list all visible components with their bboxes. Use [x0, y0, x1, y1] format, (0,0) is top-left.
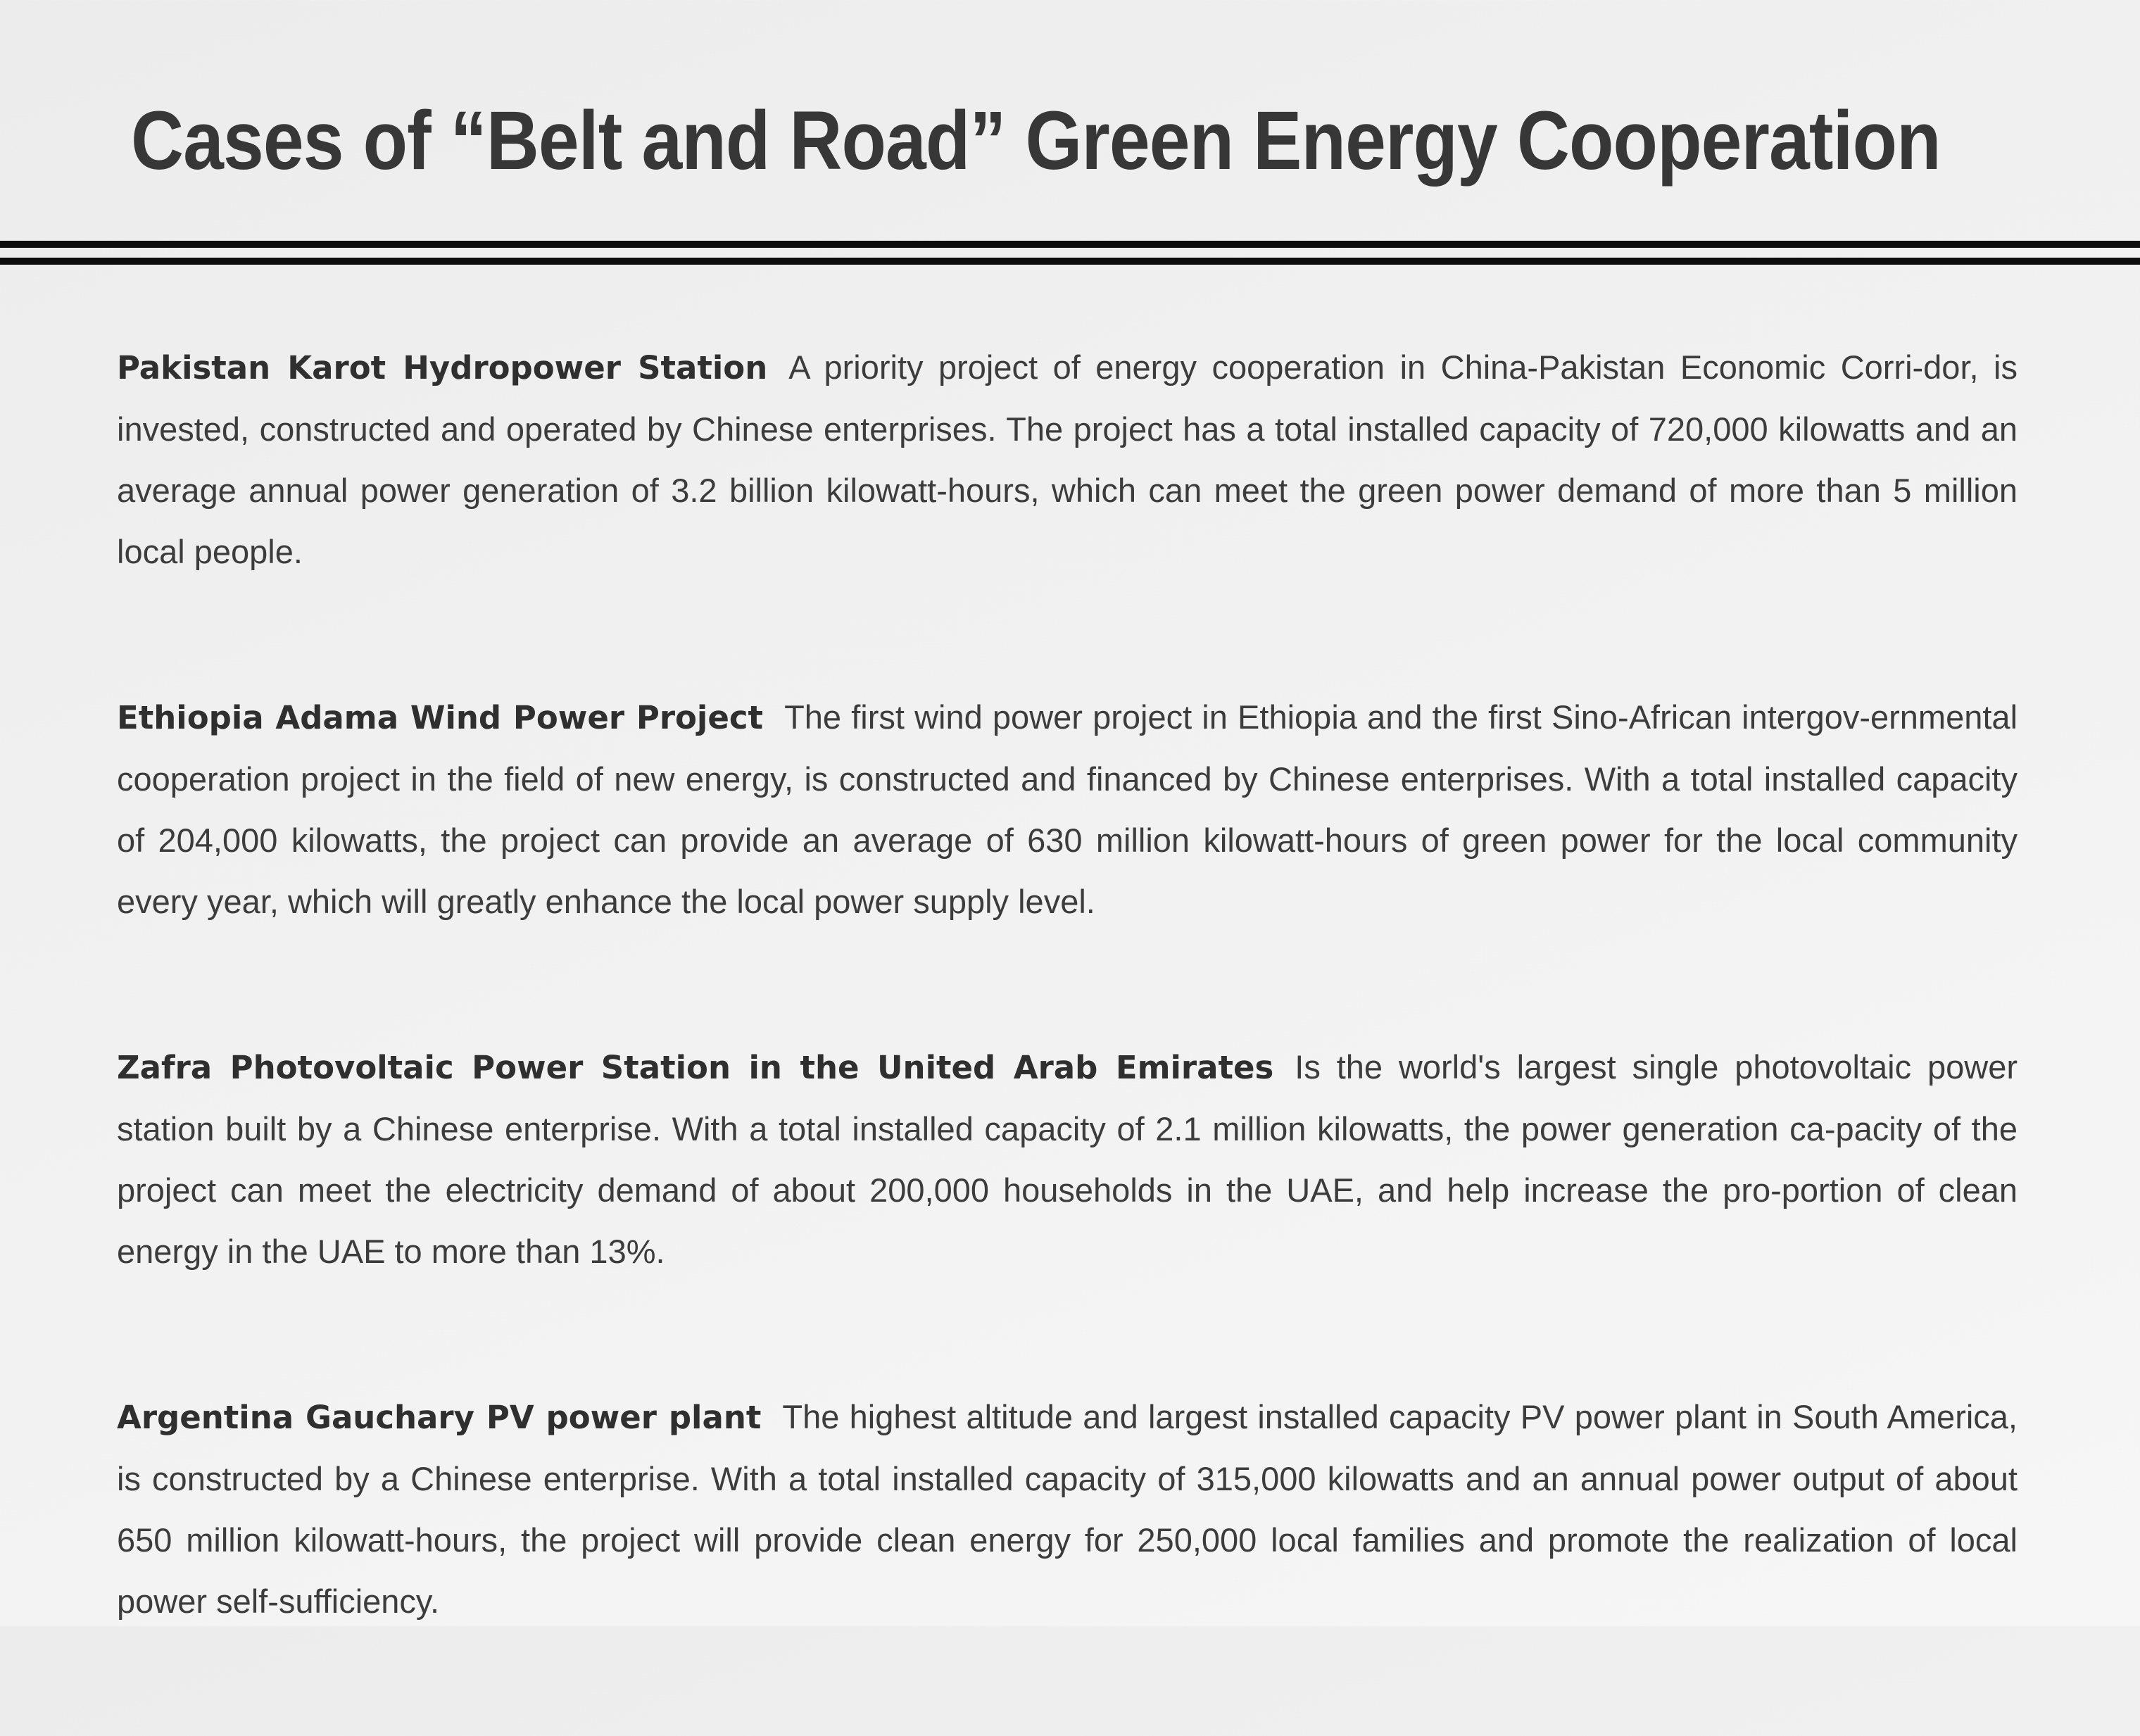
case-zafra-photovoltaic — [117, 1036, 2018, 1282]
cases-list — [117, 336, 2018, 1736]
case-description: The first wind power project in Ethiopia and the first Sino-African intergov-ernmental cooperation project in the field of new energy, is constructed and financed by Chinese enterprises. With a total installed capacity of 204,000 kilowatts, the project can provide an average of 630 million kilowatt-hours of green power for the local community every year, which will greatly enhance the local power supply level. — [117, 698, 2018, 920]
case-title: Zafra Photovoltaic Power Station in the United Arab Emirates — [117, 1049, 1274, 1086]
header-divider-bottom — [0, 258, 2140, 265]
case-title: Argentina Gauchary PV power plant — [117, 1399, 762, 1436]
case-title: Ethiopia Adama Wind Power Project — [117, 699, 764, 736]
case-description: Is the world's largest single photovoltaic power station built by a Chinese enterprise. With a total installed capacity of 2.1 million kilowatts, the power generation ca-pacity of the project can meet the electricity demand of about 200,000 households in the UAE, and help increase the pro-portion of clean energy in the UAE to more than 13%. — [117, 1048, 2018, 1270]
case-description: The highest altitude and largest installed capacity PV power plant in South America, is constructed by a Chinese enterprise. With a total installed capacity of 315,000 kilowatts and an annual power output of about 650 million kilowatt-hours, the project will provide clean energy for 250,000 local families and promote the realization of local power self-sufficiency. — [117, 1398, 2018, 1620]
page-title: Cases of “Belt and Road” Green Energy Cooperation — [131, 94, 1941, 187]
page-header — [0, 0, 2140, 239]
case-karot-hydropower — [117, 336, 2018, 582]
case-description: A priority project of energy cooperation in China-Pakistan Economic Corri-dor, is invested, constructed and operated by Chinese enterprises. The project has a total installed capacity of 720,000 kilowatts and an average annual power generation of 3.2 billion kilowatt-hours, which can meet the green power demand of more than 5 million local people. — [117, 348, 2018, 570]
case-adama-wind — [117, 686, 2018, 932]
case-title: Pakistan Karot Hydropower Station — [117, 349, 768, 386]
header-divider-top — [0, 241, 2140, 248]
case-gauchary-pv — [117, 1386, 2018, 1632]
